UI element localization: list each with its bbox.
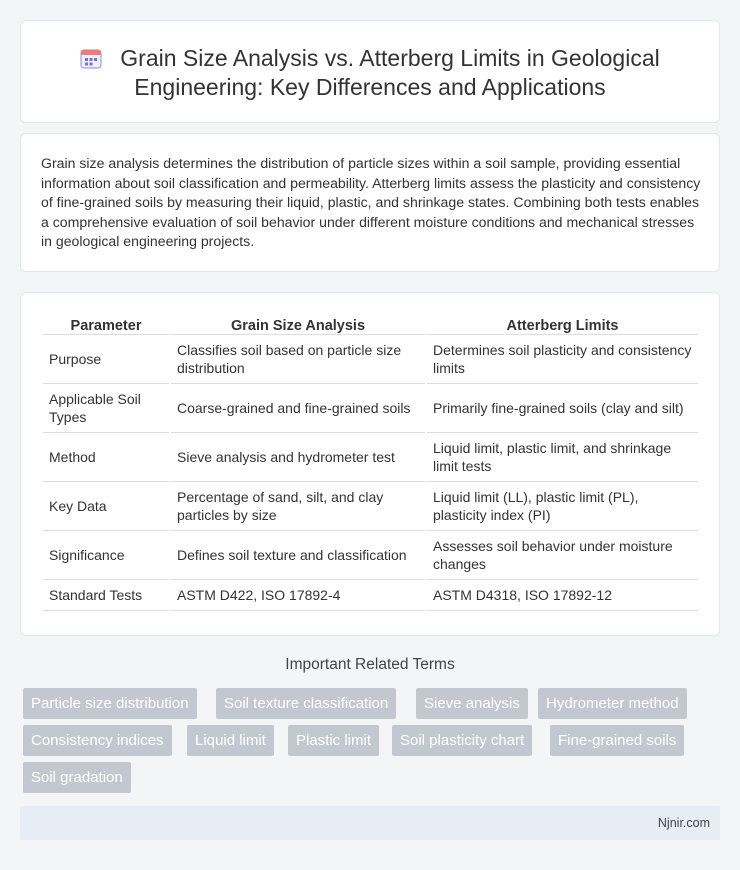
row-atterberg: ASTM D4318, ISO 17892-12 — [427, 580, 698, 611]
tag-plastic-limit[interactable]: Plastic limit — [288, 725, 379, 756]
calendar-icon — [80, 47, 102, 69]
row-grain-size: Sieve analysis and hydrometer test — [171, 433, 425, 482]
tag-particle-size-distribution[interactable]: Particle size distribution — [23, 688, 197, 719]
row-parameter: Applicable Soil Types — [43, 384, 169, 433]
intro-paragraph: Grain size analysis determines the distribution of particle sizes within a soil sample, providing essential information about soil classification and permeability. Atterberg limits assess the plasticity and consistency of fine-grained soils by measuring their liquid, plastic, and shrinkage states. Combining both tests enables a comprehensive evaluation of soil behavior under different moisture conditions and mechanical stresses in geological engineering projects. — [41, 155, 701, 250]
row-parameter: Purpose — [43, 335, 169, 384]
tag-sieve-analysis[interactable]: Sieve analysis — [416, 688, 528, 719]
related-terms-title: Important Related Terms — [285, 656, 455, 673]
tag-liquid-limit[interactable]: Liquid limit — [187, 725, 274, 756]
header-parameter: Parameter — [43, 313, 169, 335]
table-row — [43, 531, 698, 580]
table-header-row — [43, 313, 698, 335]
tag-hydrometer-method[interactable]: Hydrometer method — [538, 688, 687, 719]
row-parameter: Standard Tests — [43, 580, 169, 611]
row-grain-size: Defines soil texture and classification — [171, 531, 425, 580]
row-parameter: Significance — [43, 531, 169, 580]
table-row — [43, 580, 698, 611]
row-atterberg: Assesses soil behavior under moisture changes — [427, 531, 698, 580]
table-row — [43, 433, 698, 482]
tag-soil-texture-classification[interactable]: Soil texture classification — [216, 688, 396, 719]
table-row — [43, 482, 698, 531]
header-atterberg: Atterberg Limits — [427, 313, 698, 335]
table-row — [43, 384, 698, 433]
footer-source[interactable]: Njnir.com — [657, 816, 710, 830]
row-atterberg: Liquid limit (LL), plastic limit (PL), plasticity index (PI) — [427, 482, 698, 531]
title-line-1: Grain Size Analysis vs. Atterberg Limits in Geological — [120, 45, 660, 71]
row-grain-size: Coarse-grained and fine-grained soils — [171, 384, 425, 433]
page-title — [21, 44, 719, 102]
comparison-table — [41, 313, 700, 611]
row-grain-size: Classifies soil based on particle size distribution — [171, 335, 425, 384]
tag-consistency-indices[interactable]: Consistency indices — [23, 725, 172, 756]
tag-soil-plasticity-chart[interactable]: Soil plasticity chart — [392, 725, 532, 756]
tag-fine-grained-soils[interactable]: Fine-grained soils — [550, 725, 684, 756]
intro-card — [20, 133, 720, 272]
comparison-card — [20, 292, 720, 636]
row-atterberg: Primarily fine-grained soils (clay and silt) — [427, 384, 698, 433]
row-parameter: Method — [43, 433, 169, 482]
title-line-2: Engineering: Key Differences and Applications — [134, 74, 606, 100]
footer-bar — [20, 806, 720, 840]
title-card — [20, 20, 720, 123]
row-grain-size: Percentage of sand, silt, and clay particles by size — [171, 482, 425, 531]
header-grain-size: Grain Size Analysis — [171, 313, 425, 335]
row-grain-size: ASTM D422, ISO 17892-4 — [171, 580, 425, 611]
row-atterberg: Determines soil plasticity and consistency limits — [427, 335, 698, 384]
row-parameter: Key Data — [43, 482, 169, 531]
table-row — [43, 335, 698, 384]
row-atterberg: Liquid limit, plastic limit, and shrinkage limit tests — [427, 433, 698, 482]
tag-soil-gradation[interactable]: Soil gradation — [23, 762, 131, 793]
